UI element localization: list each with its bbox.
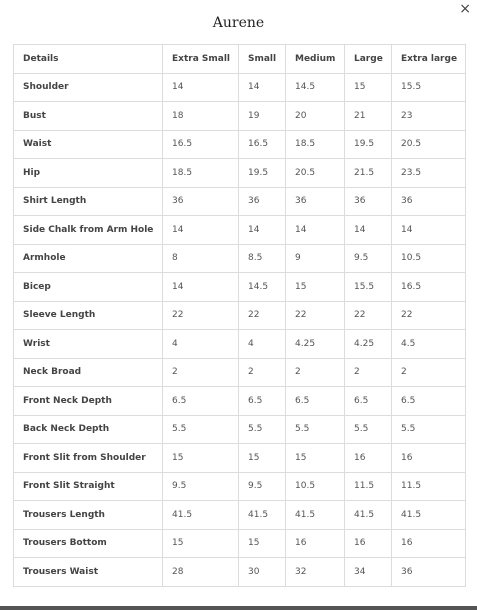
table-cell: 36 <box>392 187 466 216</box>
row-label: Trousers Waist <box>14 558 163 587</box>
table-row <box>14 444 466 473</box>
table-cell: 14 <box>239 73 286 102</box>
row-label: Front Slit Straight <box>14 472 163 501</box>
table-cell: 14 <box>345 216 392 245</box>
table-cell: 4 <box>239 330 286 359</box>
table-cell: 4.25 <box>345 330 392 359</box>
table-cell: 4.25 <box>286 330 345 359</box>
table-cell: 41.5 <box>286 501 345 530</box>
table-cell: 6.5 <box>239 387 286 416</box>
table-row <box>14 187 466 216</box>
table-cell: 36 <box>286 187 345 216</box>
header-extra-large: Extra large <box>392 45 466 74</box>
table-cell: 23 <box>392 102 466 131</box>
header-small: Small <box>239 45 286 74</box>
header-large: Large <box>345 45 392 74</box>
table-cell: 14.5 <box>286 73 345 102</box>
table-cell: 11.5 <box>392 472 466 501</box>
table-cell: 30 <box>239 558 286 587</box>
table-cell: 22 <box>163 301 239 330</box>
table-row <box>14 102 466 131</box>
table-row <box>14 130 466 159</box>
table-cell: 16.5 <box>239 130 286 159</box>
table-cell: 22 <box>392 301 466 330</box>
table-cell: 16 <box>286 529 345 558</box>
table-cell: 9 <box>286 244 345 273</box>
table-cell: 36 <box>239 187 286 216</box>
table-cell: 18 <box>163 102 239 131</box>
table-cell: 22 <box>286 301 345 330</box>
table-cell: 8 <box>163 244 239 273</box>
table-cell: 11.5 <box>345 472 392 501</box>
row-label: Neck Broad <box>14 358 163 387</box>
table-cell: 14 <box>392 216 466 245</box>
row-label: Side Chalk from Arm Hole <box>14 216 163 245</box>
table-cell: 15 <box>239 529 286 558</box>
table-cell: 4.5 <box>392 330 466 359</box>
table-cell: 15 <box>163 444 239 473</box>
table-cell: 21.5 <box>345 159 392 188</box>
table-row <box>14 387 466 416</box>
table-cell: 16.5 <box>163 130 239 159</box>
header-extra-small: Extra Small <box>163 45 239 74</box>
table-cell: 16 <box>345 444 392 473</box>
table-cell: 9.5 <box>163 472 239 501</box>
table-cell: 14 <box>286 216 345 245</box>
table-row <box>14 501 466 530</box>
table-cell: 23.5 <box>392 159 466 188</box>
row-label: Trousers Length <box>14 501 163 530</box>
table-cell: 6.5 <box>345 387 392 416</box>
window-bottom-edge <box>0 606 477 610</box>
row-label: Bicep <box>14 273 163 302</box>
row-label: Front Neck Depth <box>14 387 163 416</box>
table-cell: 32 <box>286 558 345 587</box>
table-cell: 19.5 <box>239 159 286 188</box>
table-row <box>14 301 466 330</box>
table-row <box>14 358 466 387</box>
dialog-title: Aurene <box>212 15 265 31</box>
table-cell: 6.5 <box>286 387 345 416</box>
close-icon[interactable]: × <box>459 1 471 17</box>
table-cell: 20 <box>286 102 345 131</box>
table-cell: 20.5 <box>392 130 466 159</box>
table-cell: 2 <box>163 358 239 387</box>
row-label: Back Neck Depth <box>14 415 163 444</box>
table-cell: 41.5 <box>163 501 239 530</box>
table-cell: 19.5 <box>345 130 392 159</box>
table-row <box>14 472 466 501</box>
table-row <box>14 415 466 444</box>
table-cell: 2 <box>239 358 286 387</box>
table-cell: 15.5 <box>392 73 466 102</box>
table-cell: 15.5 <box>345 273 392 302</box>
size-chart-table <box>13 44 466 587</box>
table-cell: 10.5 <box>286 472 345 501</box>
table-cell: 28 <box>163 558 239 587</box>
row-label: Hip <box>14 159 163 188</box>
table-cell: 15 <box>345 73 392 102</box>
row-label: Wrist <box>14 330 163 359</box>
table-cell: 41.5 <box>239 501 286 530</box>
table-cell: 36 <box>163 187 239 216</box>
table-cell: 14 <box>163 273 239 302</box>
table-cell: 18.5 <box>286 130 345 159</box>
header-details: Details <box>14 45 163 74</box>
table-cell: 6.5 <box>392 387 466 416</box>
table-cell: 36 <box>345 187 392 216</box>
table-cell: 5.5 <box>239 415 286 444</box>
header-medium: Medium <box>286 45 345 74</box>
table-cell: 15 <box>163 529 239 558</box>
table-cell: 20.5 <box>286 159 345 188</box>
table-cell: 10.5 <box>392 244 466 273</box>
table-cell: 18.5 <box>163 159 239 188</box>
table-cell: 19 <box>239 102 286 131</box>
table-cell: 14.5 <box>239 273 286 302</box>
row-label: Armhole <box>14 244 163 273</box>
table-cell: 5.5 <box>163 415 239 444</box>
row-label: Sleeve Length <box>14 301 163 330</box>
table-cell: 9.5 <box>345 244 392 273</box>
table-row <box>14 558 466 587</box>
table-cell: 2 <box>392 358 466 387</box>
row-label: Waist <box>14 130 163 159</box>
row-label: Front Slit from Shoulder <box>14 444 163 473</box>
row-label: Trousers Bottom <box>14 529 163 558</box>
row-label: Shirt Length <box>14 187 163 216</box>
table-row <box>14 330 466 359</box>
table-cell: 2 <box>286 358 345 387</box>
table-cell: 34 <box>345 558 392 587</box>
table-cell: 8.5 <box>239 244 286 273</box>
table-cell: 16 <box>392 529 466 558</box>
table-header-row <box>14 45 466 74</box>
table-cell: 36 <box>392 558 466 587</box>
table-cell: 15 <box>286 444 345 473</box>
table-cell: 2 <box>345 358 392 387</box>
table-cell: 15 <box>286 273 345 302</box>
table-row <box>14 273 466 302</box>
row-label: Shoulder <box>14 73 163 102</box>
table-cell: 5.5 <box>286 415 345 444</box>
table-cell: 9.5 <box>239 472 286 501</box>
table-cell: 16 <box>345 529 392 558</box>
table-row <box>14 244 466 273</box>
table-row <box>14 216 466 245</box>
table-cell: 5.5 <box>345 415 392 444</box>
table-cell: 14 <box>163 73 239 102</box>
table-cell: 5.5 <box>392 415 466 444</box>
table-cell: 14 <box>163 216 239 245</box>
row-label: Bust <box>14 102 163 131</box>
table-cell: 21 <box>345 102 392 131</box>
table-row <box>14 159 466 188</box>
table-cell: 22 <box>239 301 286 330</box>
table-cell: 6.5 <box>163 387 239 416</box>
table-cell: 15 <box>239 444 286 473</box>
table-cell: 4 <box>163 330 239 359</box>
table-row <box>14 73 466 102</box>
table-cell: 14 <box>239 216 286 245</box>
table-cell: 41.5 <box>345 501 392 530</box>
table-cell: 22 <box>345 301 392 330</box>
table-cell: 16.5 <box>392 273 466 302</box>
table-row <box>14 529 466 558</box>
table-cell: 41.5 <box>392 501 466 530</box>
table-cell: 16 <box>392 444 466 473</box>
